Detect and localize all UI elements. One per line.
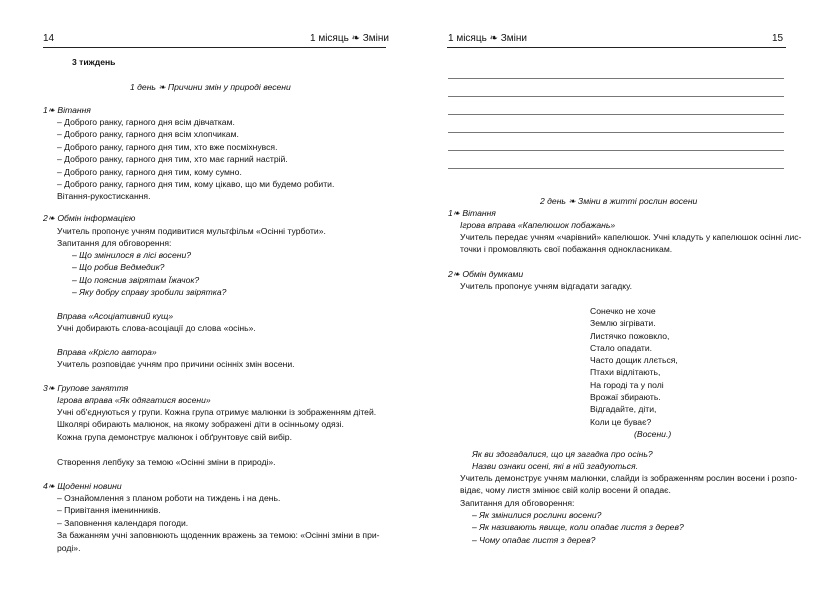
exercise-author-title: Вправа «Крісло автора» <box>57 347 157 357</box>
section-group-title: 3❧ Групове заняття <box>43 383 129 393</box>
day2-questions-label: Запитання для обговорення: <box>460 498 575 508</box>
riddle-question: Назви ознаки осені, які в ній згадуються. <box>472 461 639 471</box>
greeting-line: – Доброго ранку, гарного дня тим, хто має гарний настрій. <box>57 154 288 165</box>
group-line: Школярі обирають малюнок, на якому зображені діти в осінньому одязі. <box>57 419 344 430</box>
group-text <box>57 406 376 443</box>
poem-line: Птахи відлітають, <box>590 367 661 378</box>
poem-line: Листячко пожовкло, <box>590 330 670 341</box>
demo-text <box>460 472 797 497</box>
demo-line: Учитель демонструє учням малюнки, слайди із зображенням рослин восени і розпо- <box>460 473 798 483</box>
section-greeting-title: 1❧ Вітання <box>43 105 91 115</box>
riddle-poem <box>590 305 678 440</box>
info-questions-label: Запитання для обговорення: <box>57 238 172 248</box>
poem-line: На городі та у полі <box>590 379 664 390</box>
news-line: – Ознайомлення з планом роботи на тиждень і на день. <box>57 493 281 503</box>
section-news-title: 4❧ Щоденні новини <box>43 481 122 491</box>
greeting-handshake: Вітання-рукостискання. <box>57 191 151 202</box>
exercise-assoc-text: Учні добирають слова-асоціації до слова «осінь». <box>57 323 256 333</box>
greeting-list <box>57 116 334 203</box>
exercise-author-text: Учитель розповідає учням про причини осінніх змін восени. <box>57 359 295 369</box>
note-line <box>448 114 784 115</box>
poem-line: Відгадайте, діти, <box>590 404 657 415</box>
question-item: – Що робив Ведмедик? <box>72 262 165 273</box>
question-item: – Чому опадає листя з дерев? <box>472 534 596 545</box>
greeting-line: – Доброго ранку, гарного дня тим, хто вже посміхнувся. <box>57 141 278 152</box>
greeting-line: – Доброго ранку, гарного дня тим, кому цікаво, що ми будемо робити. <box>57 179 335 190</box>
section-info-title: 2❧ Обмін інформацією <box>43 213 136 223</box>
info-questions <box>72 249 226 299</box>
lapbook-text: Створення лепбуку за темою «Осінні зміни в природі». <box>57 457 276 467</box>
question-item: – Що змінилося в лісі восени? <box>72 250 192 260</box>
news-list <box>57 492 380 554</box>
question-item: – Що пояснив звірятам Їжачок? <box>72 274 200 285</box>
day2-title: 2 день ❧ Зміни в житті рослин восени <box>540 196 698 206</box>
right-header-rule <box>447 47 786 48</box>
week-heading: 3 тиждень <box>72 57 116 67</box>
day2-greeting-title: 1❧ Вітання <box>448 208 496 218</box>
left-page <box>0 0 414 600</box>
info-intro: Учитель пропонує учням подивитися мультфільм «Осінні турботи». <box>57 226 326 236</box>
group-line: Учні об'єднуються у групи. Кожна група отримує малюнки із зображенням дітей. <box>57 407 377 417</box>
greeting-line: – Доброго ранку, гарного дня тим, кому сумно. <box>57 166 242 177</box>
poem-answer: (Восени.) <box>634 428 672 439</box>
left-header-rule <box>43 47 386 48</box>
poem-line: Часто дощик ллється, <box>590 355 678 366</box>
group-game-title: Ігрова вправа «Як одягатися восени» <box>57 395 211 405</box>
note-line <box>448 150 784 151</box>
riddle-intro: Учитель пропонує учням відгадати загадку. <box>460 281 632 291</box>
greeting-line: – Доброго ранку, гарного дня всім дівчаткам. <box>57 117 235 127</box>
news-line: – Заповнення календаря погоди. <box>57 517 189 528</box>
left-page-number: 14 <box>43 33 55 44</box>
poem-line: Врожаї збирають. <box>590 392 661 403</box>
hat-line: Учитель передає учням «чарівний» капелюшок. Учні кладуть у капелюшок осінні лис- <box>460 232 802 242</box>
poem-line: Сонечко не хоче <box>590 306 656 316</box>
question-item: – Як називають явище, коли опадає листя з дерев? <box>472 522 684 533</box>
hat-line: точки і промовляють свої побажання однокласникам. <box>460 244 673 255</box>
day2-thoughts-title: 2❧ Обмін думками <box>448 269 524 279</box>
question-item: – Яку добру справу зробили звірятка? <box>72 287 227 298</box>
exercise-assoc-title: Вправа «Асоціативний кущ» <box>57 311 174 321</box>
poem-line: Стало опадати. <box>590 342 653 353</box>
note-line <box>448 78 784 79</box>
news-line: роді». <box>57 542 81 553</box>
greeting-line: – Доброго ранку, гарного дня всім хлопчикам. <box>57 129 239 140</box>
hat-game-title: Ігрова вправа «Капелюшок побажань» <box>460 220 616 230</box>
news-line: За бажанням учні заповнюють щоденник вражень за темою: «Осінні зміни в при- <box>57 530 380 541</box>
note-line <box>448 168 784 169</box>
right-page-number: 15 <box>772 33 784 44</box>
day-title: 1 день ❧ Причини змін у природі весени <box>130 82 291 92</box>
right-running-head: 1 місяць ❧ Зміни <box>448 33 527 44</box>
question-item: – Як змінилися рослини восени? <box>472 510 602 520</box>
hat-game-text <box>460 231 801 256</box>
day2-questions <box>472 509 684 546</box>
demo-line: відає, чому листя змінює свій колір восени й опадає. <box>460 485 671 496</box>
news-line: – Привітання іменинників. <box>57 505 161 516</box>
note-line <box>448 96 784 97</box>
riddle-question: Як ви здогадалися, що ця загадка про осінь? <box>472 449 653 459</box>
left-running-head: 1 місяць ❧ Зміни <box>310 33 389 44</box>
note-line <box>448 132 784 133</box>
poem-line: Коли це буває? <box>590 416 652 427</box>
poem-line: Землю зігрівати. <box>590 318 656 329</box>
group-line: Кожна група демонструє малюнок і обґрунтовує свій вибір. <box>57 431 292 442</box>
